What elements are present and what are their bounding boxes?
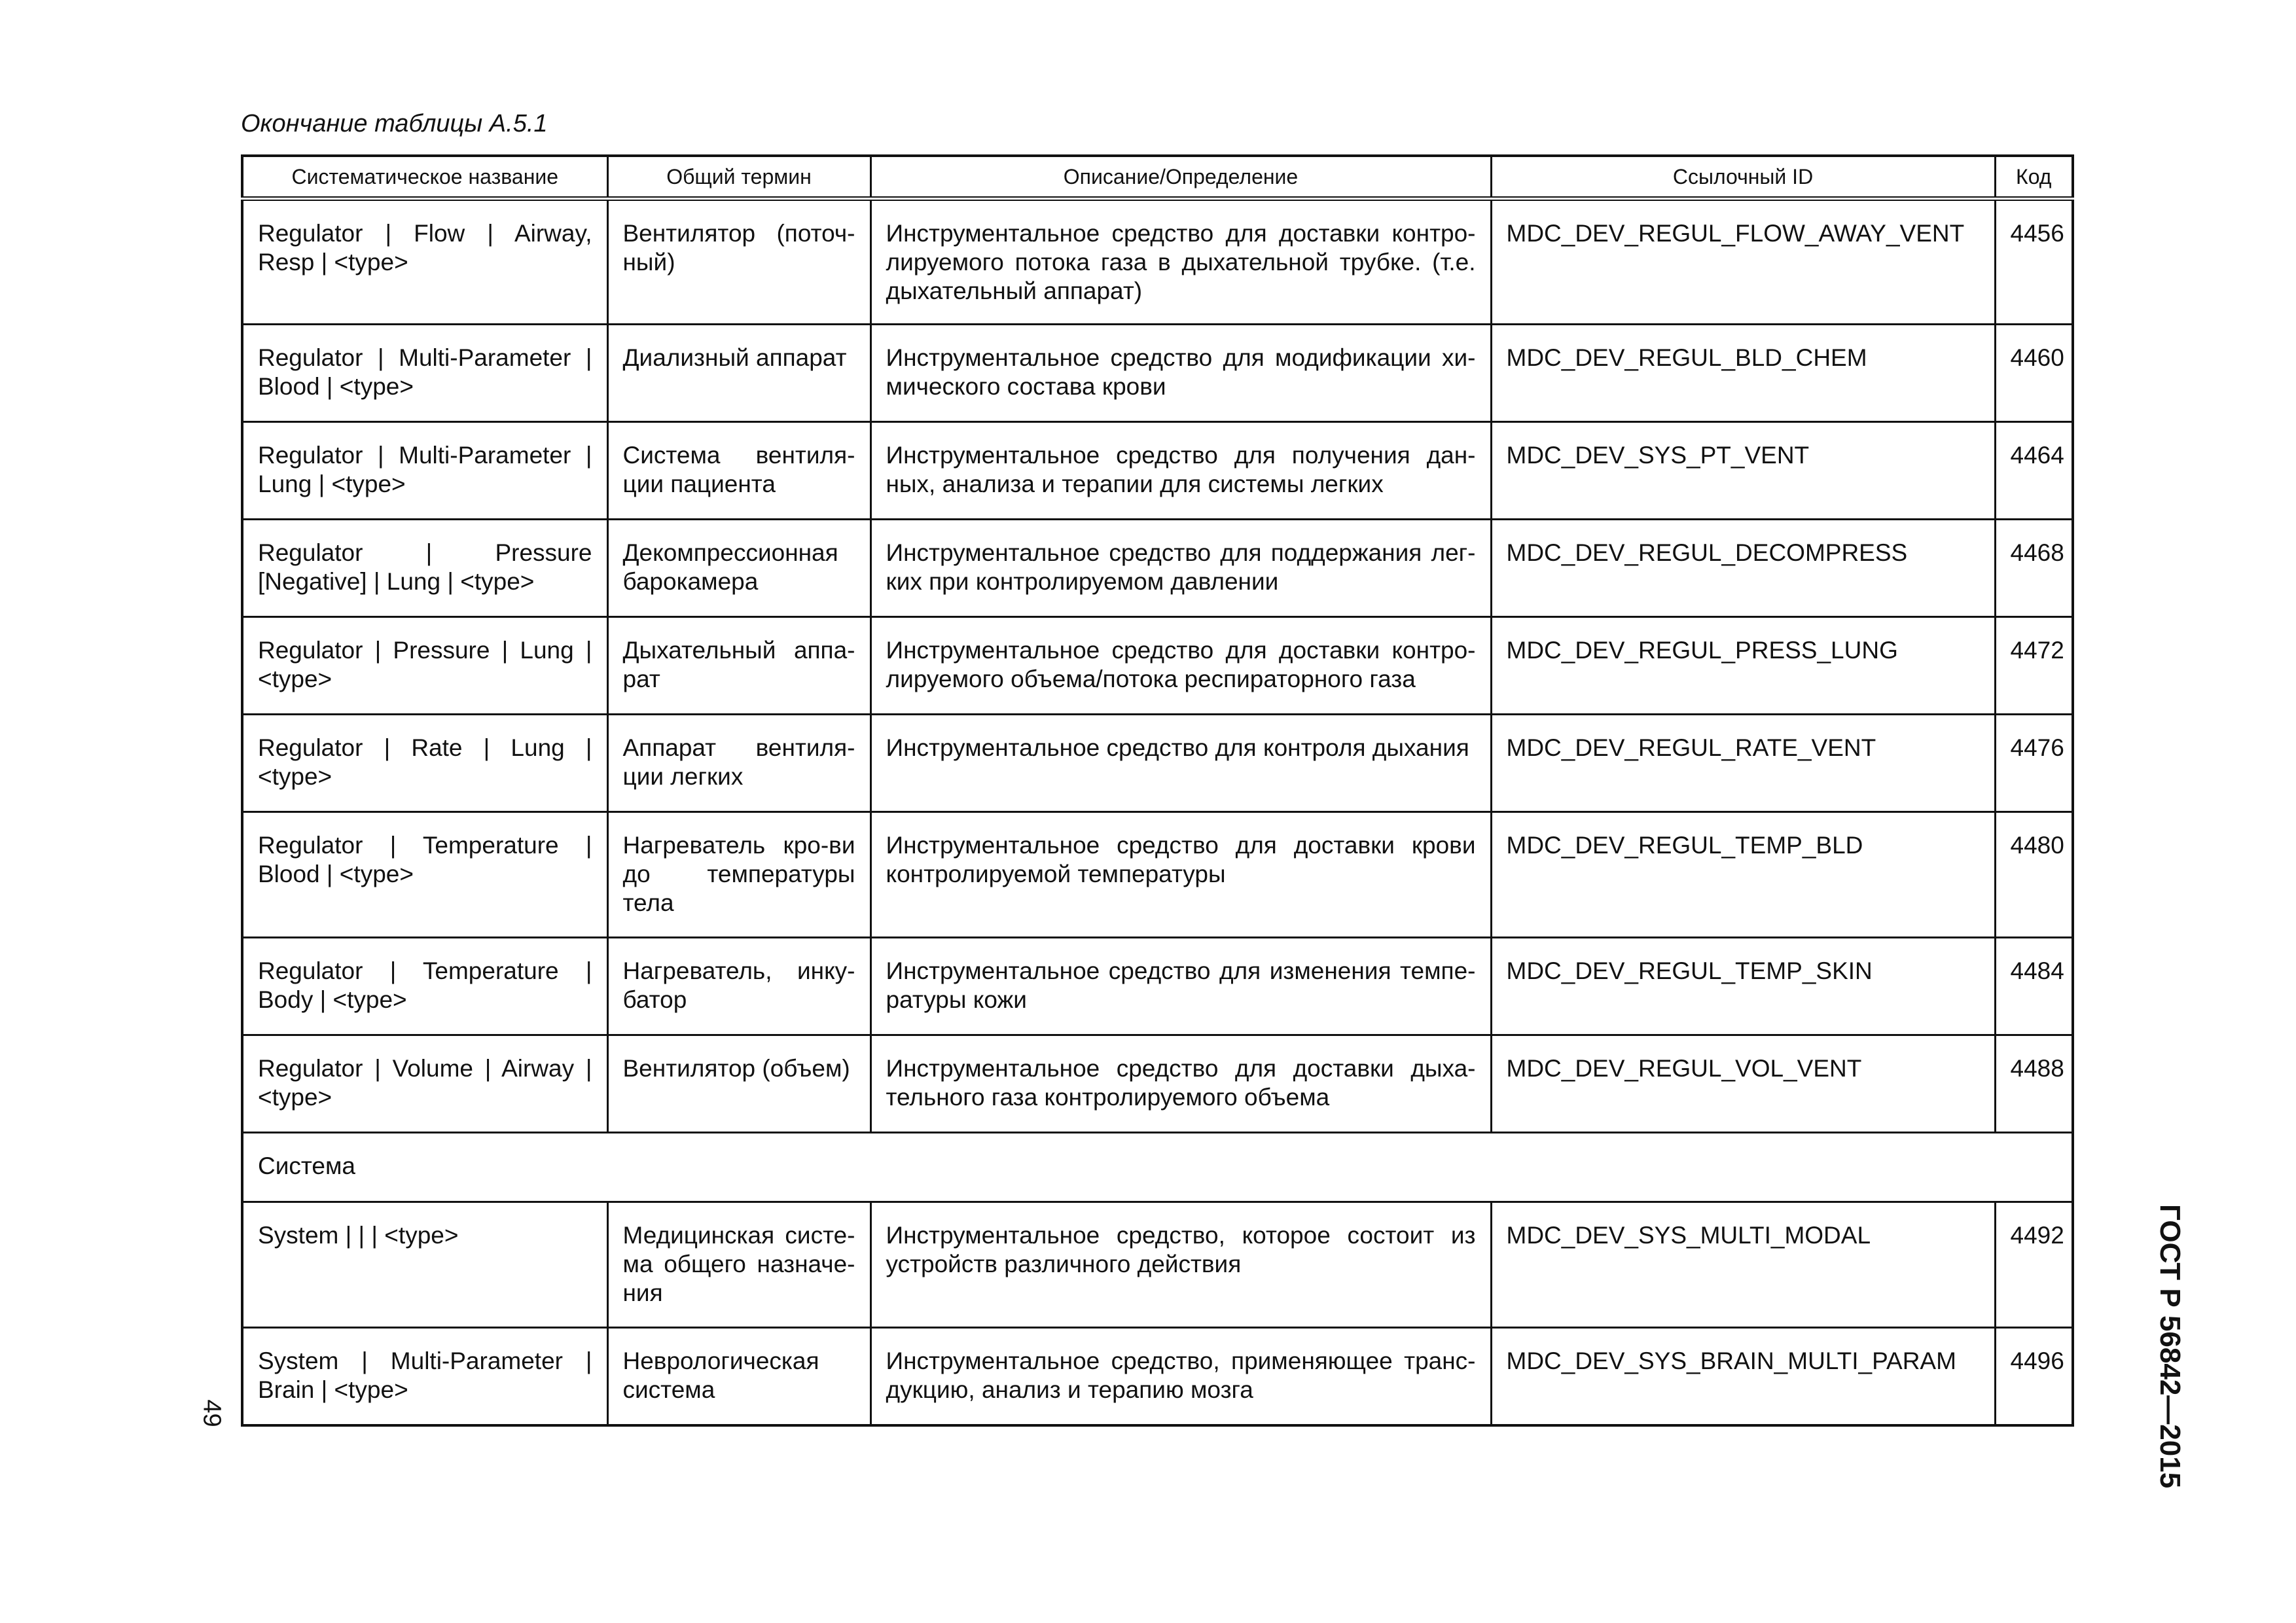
cell-name: Regulator | Pressure | Lung | <type> bbox=[242, 617, 607, 715]
table-row bbox=[242, 1035, 2073, 1133]
header-name: Систематическое название bbox=[242, 156, 607, 199]
cell-term: Медицинская систе-ма общего назначе-ния bbox=[607, 1202, 870, 1328]
table-row bbox=[242, 422, 2073, 520]
cell-term: Неврологическая система bbox=[607, 1328, 870, 1425]
cell-code: 4456 bbox=[1995, 199, 2073, 325]
cell-name: Regulator | Temperature | Blood | <type> bbox=[242, 812, 607, 938]
table-row bbox=[242, 199, 2073, 325]
cell-description: Инструментальное средство для изменения темпе-ратуры кожи bbox=[870, 938, 1491, 1035]
cell-term: Нагреватель кро-ви до температуры тела bbox=[607, 812, 870, 938]
cell-code: 4464 bbox=[1995, 422, 2073, 520]
cell-description: Инструментальное средство для поддержания лег-ких при контролируемом давлении bbox=[870, 520, 1491, 617]
cell-ref-id: MDC_DEV_REGUL_PRESS_LUNG bbox=[1491, 617, 1995, 715]
standard-label: ГОСТ Р 56842—2015 bbox=[2154, 1204, 2186, 1489]
table-row bbox=[242, 325, 2073, 422]
cell-name: Regulator | Pressure [Negative] | Lung | <type> bbox=[242, 520, 607, 617]
cell-description: Инструментальное средство для доставки дыха-тельного газа контролируемого объема bbox=[870, 1035, 1491, 1133]
header-code: Код bbox=[1995, 156, 2073, 199]
header-ref-id: Ссылочный ID bbox=[1491, 156, 1995, 199]
data-table bbox=[241, 154, 2074, 1427]
section-label: Система bbox=[242, 1133, 2073, 1202]
cell-name: Regulator | Volume | Airway | <type> bbox=[242, 1035, 607, 1133]
cell-term: Дыхательный аппа-рат bbox=[607, 617, 870, 715]
table-header-row bbox=[242, 156, 2073, 199]
cell-ref-id: MDC_DEV_REGUL_TEMP_SKIN bbox=[1491, 938, 1995, 1035]
cell-description: Инструментальное средство для доставки контро-лируемого потока газа в дыхательной трубке. (т.е. дыхательный аппарат) bbox=[870, 199, 1491, 325]
cell-ref-id: MDC_DEV_REGUL_TEMP_BLD bbox=[1491, 812, 1995, 938]
cell-code: 4460 bbox=[1995, 325, 2073, 422]
cell-term: Нагреватель, инку-батор bbox=[607, 938, 870, 1035]
cell-term: Аппарат вентиля-ции легких bbox=[607, 715, 870, 812]
table-row bbox=[242, 520, 2073, 617]
cell-description: Инструментальное средство для доставки крови контролируемой температуры bbox=[870, 812, 1491, 938]
cell-term: Декомпрессионная барокамера bbox=[607, 520, 870, 617]
cell-ref-id: MDC_DEV_REGUL_BLD_CHEM bbox=[1491, 325, 1995, 422]
cell-term: Диализный аппарат bbox=[607, 325, 870, 422]
cell-description: Инструментальное средство для доставки контро-лируемого объема/потока респираторного газа bbox=[870, 617, 1491, 715]
cell-description: Инструментальное средство для контроля дыхания bbox=[870, 715, 1491, 812]
cell-term: Вентилятор (объем) bbox=[607, 1035, 870, 1133]
cell-name: Regulator | Flow | Airway, Resp | <type> bbox=[242, 199, 607, 325]
header-term: Общий термин bbox=[607, 156, 870, 199]
cell-code: 4488 bbox=[1995, 1035, 2073, 1133]
header-description: Описание/Определение bbox=[870, 156, 1491, 199]
section-row bbox=[242, 1133, 2073, 1202]
cell-term: Система вентиля-ции пациента bbox=[607, 422, 870, 520]
cell-code: 4496 bbox=[1995, 1328, 2073, 1425]
table-row bbox=[242, 1202, 2073, 1328]
cell-ref-id: MDC_DEV_SYS_MULTI_MODAL bbox=[1491, 1202, 1995, 1328]
table-row bbox=[242, 938, 2073, 1035]
cell-code: 4480 bbox=[1995, 812, 2073, 938]
cell-name: System | Multi-Parameter | Brain | <type> bbox=[242, 1328, 607, 1425]
cell-name: Regulator | Rate | Lung | <type> bbox=[242, 715, 607, 812]
cell-code: 4472 bbox=[1995, 617, 2073, 715]
table-row bbox=[242, 715, 2073, 812]
cell-ref-id: MDC_DEV_REGUL_RATE_VENT bbox=[1491, 715, 1995, 812]
cell-term: Вентилятор (поточ-ный) bbox=[607, 199, 870, 325]
table-row bbox=[242, 617, 2073, 715]
cell-name: System | | | <type> bbox=[242, 1202, 607, 1328]
table-caption: Окончание таблицы А.5.1 bbox=[241, 110, 548, 137]
cell-ref-id: MDC_DEV_REGUL_DECOMPRESS bbox=[1491, 520, 1995, 617]
cell-description: Инструментальное средство, которое состоит из устройств различного действия bbox=[870, 1202, 1491, 1328]
cell-ref-id: MDC_DEV_SYS_BRAIN_MULTI_PARAM bbox=[1491, 1328, 1995, 1425]
page-number: 49 bbox=[198, 1399, 226, 1427]
cell-code: 4484 bbox=[1995, 938, 2073, 1035]
cell-name: Regulator | Temperature | Body | <type> bbox=[242, 938, 607, 1035]
cell-description: Инструментальное средство, применяющее транс-дукцию, анализ и терапию мозга bbox=[870, 1328, 1491, 1425]
cell-name: Regulator | Multi-Parameter | Lung | <type> bbox=[242, 422, 607, 520]
cell-name: Regulator | Multi-Parameter | Blood | <type> bbox=[242, 325, 607, 422]
table-row bbox=[242, 812, 2073, 938]
cell-ref-id: MDC_DEV_REGUL_VOL_VENT bbox=[1491, 1035, 1995, 1133]
cell-code: 4468 bbox=[1995, 520, 2073, 617]
cell-description: Инструментальное средство для модификации хи-мического состава крови bbox=[870, 325, 1491, 422]
cell-code: 4492 bbox=[1995, 1202, 2073, 1328]
cell-ref-id: MDC_DEV_REGUL_FLOW_AWAY_VENT bbox=[1491, 199, 1995, 325]
cell-code: 4476 bbox=[1995, 715, 2073, 812]
cell-description: Инструментальное средство для получения дан-ных, анализа и терапии для системы легких bbox=[870, 422, 1491, 520]
cell-ref-id: MDC_DEV_SYS_PT_VENT bbox=[1491, 422, 1995, 520]
table-row bbox=[242, 1328, 2073, 1425]
